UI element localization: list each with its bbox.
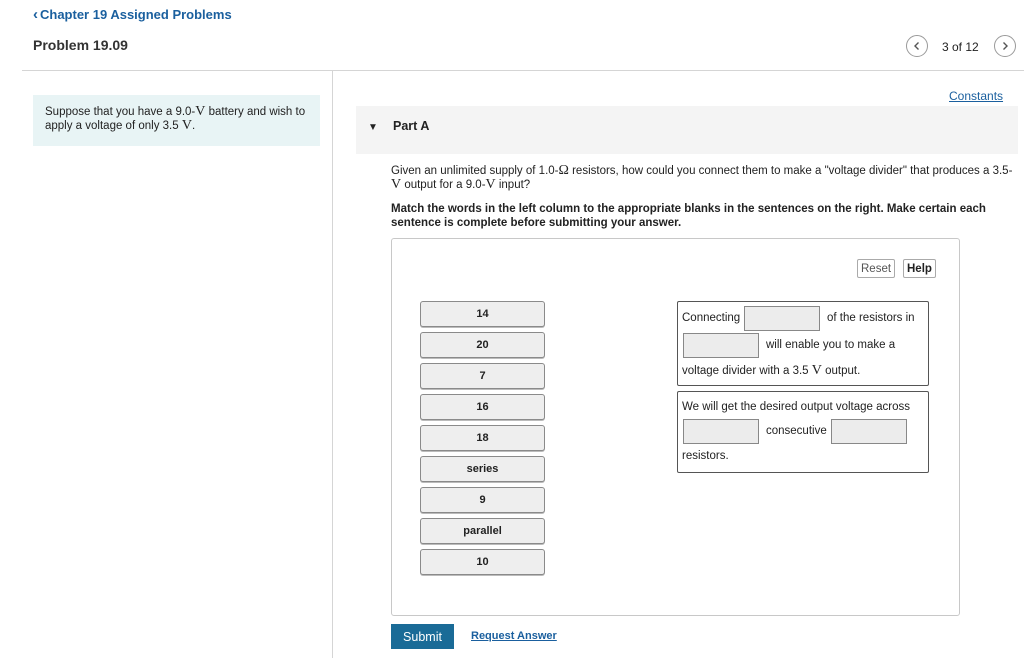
sentence-fragment: output. bbox=[821, 365, 861, 377]
draggable-chip[interactable]: 14 bbox=[420, 301, 545, 327]
sentence-box-2 bbox=[677, 391, 929, 473]
sentence-text: Connecting bbox=[682, 312, 741, 324]
reset-button[interactable]: Reset bbox=[857, 259, 895, 278]
intro-unit: V bbox=[195, 104, 206, 119]
question-input-value: 9.0- bbox=[465, 179, 486, 191]
chevron-left-icon: ‹ bbox=[33, 6, 38, 23]
sentence-text: We will get the desired output voltage across bbox=[682, 401, 910, 413]
back-to-chapter-link[interactable] bbox=[33, 6, 232, 23]
chevron-right-icon bbox=[1000, 41, 1010, 51]
sentence-fragment: voltage divider with a bbox=[682, 365, 793, 377]
intro-battery-value: 9.0- bbox=[175, 106, 196, 118]
question-fragment: input? bbox=[495, 179, 531, 191]
request-answer-link[interactable]: Request Answer bbox=[471, 630, 557, 642]
instructions-text: Match the words in the left column to the appropriate blanks in the sentences on the right. Make certain each sentence is complete before submitting your answer. bbox=[391, 203, 986, 229]
intro-text: . bbox=[191, 120, 196, 132]
draggable-chip[interactable]: 7 bbox=[420, 363, 545, 389]
back-link-label: Chapter 19 Assigned Problems bbox=[40, 7, 232, 22]
question-unit: V bbox=[485, 177, 496, 192]
sentence-text: will enable you to make a bbox=[766, 339, 896, 351]
intro-text: battery and wish to apply a voltage of only bbox=[45, 106, 306, 132]
question-fragment: Given an unlimited supply of bbox=[391, 165, 539, 177]
previous-problem-button[interactable] bbox=[906, 35, 928, 57]
draggable-chip[interactable]: 20 bbox=[420, 332, 545, 358]
question-unit: V bbox=[391, 177, 402, 192]
intro-target-value: 3.5 bbox=[162, 120, 182, 132]
sentence-text: consecutive bbox=[766, 425, 827, 437]
sentence-box-1 bbox=[677, 301, 929, 386]
next-problem-button[interactable] bbox=[994, 35, 1016, 57]
matching-workspace bbox=[391, 238, 960, 616]
draggable-chip[interactable]: 16 bbox=[420, 394, 545, 420]
question-resistance: 1.0- bbox=[538, 165, 559, 177]
sentence-text: of the resistors in bbox=[827, 312, 915, 324]
draggable-chip[interactable]: 10 bbox=[420, 549, 545, 575]
drop-blank-3[interactable] bbox=[683, 419, 759, 444]
page-counter: 3 of 12 bbox=[942, 40, 979, 54]
intro-text: Suppose that you have a bbox=[45, 106, 176, 118]
constants-link[interactable]: Constants bbox=[949, 89, 1004, 103]
draggable-chip[interactable]: series bbox=[420, 456, 545, 482]
caret-down-icon[interactable]: ▼ bbox=[368, 122, 378, 133]
sentence-unit: V bbox=[811, 363, 822, 378]
sentence-text bbox=[682, 363, 860, 379]
drop-blank-1[interactable] bbox=[744, 306, 820, 331]
question-fragment: resistors, how could you connect them to make a "voltage divider" that produces a bbox=[568, 165, 993, 177]
draggable-chip[interactable]: 18 bbox=[420, 425, 545, 451]
sentence-text: resistors. bbox=[682, 450, 729, 462]
drop-blank-4[interactable] bbox=[831, 419, 907, 444]
problem-intro bbox=[33, 95, 320, 146]
submit-button[interactable]: Submit bbox=[391, 624, 454, 649]
intro-unit: V bbox=[181, 118, 192, 133]
help-button[interactable]: Help bbox=[903, 259, 936, 278]
question-fragment: output for a bbox=[401, 179, 466, 191]
ohm-symbol: Ω bbox=[558, 163, 569, 178]
drop-blank-2[interactable] bbox=[683, 333, 759, 358]
header-divider bbox=[22, 70, 1024, 71]
column-divider bbox=[332, 70, 333, 658]
sentence-value: 3.5 bbox=[792, 365, 812, 377]
part-a-header[interactable] bbox=[356, 106, 1018, 154]
question-output-value: 3.5- bbox=[992, 165, 1013, 177]
draggable-chip[interactable]: parallel bbox=[420, 518, 545, 544]
question-text bbox=[391, 164, 1019, 192]
part-label: Part A bbox=[393, 119, 430, 133]
chevron-left-icon bbox=[912, 41, 922, 51]
problem-title: Problem 19.09 bbox=[33, 37, 128, 53]
draggable-chip[interactable]: 9 bbox=[420, 487, 545, 513]
